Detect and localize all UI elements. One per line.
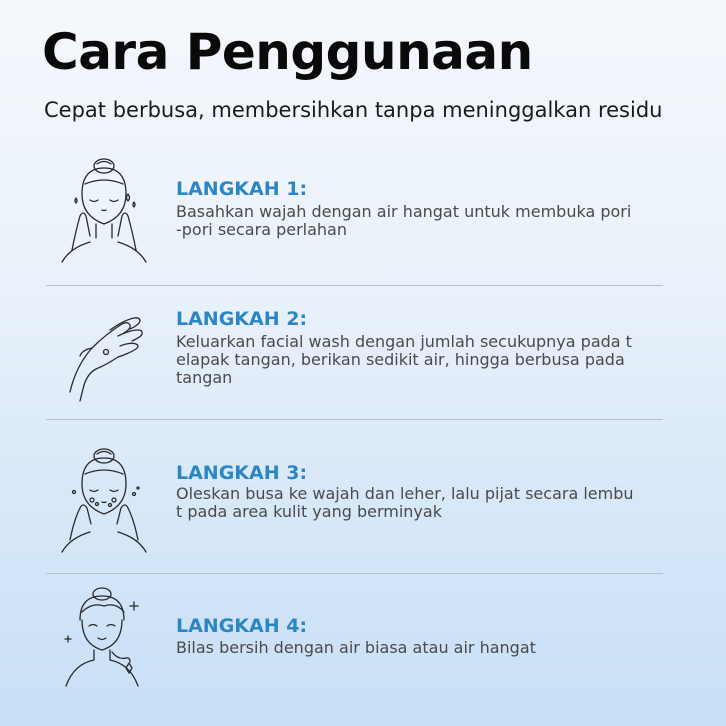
- open-palm-icon: [52, 300, 156, 412]
- step-3-description: Oleskan busa ke wajah dan leher, lalu pijat secara lembut pada area kulit yang berminyak: [176, 484, 634, 521]
- step-2-description: Keluarkan facial wash dengan jumlah secukupnya pada telapak tangan, berikan sedikit air, hingga berbusa pada tangan: [176, 332, 632, 387]
- step-4-label: LANGKAH 4:: [176, 615, 308, 637]
- step-4-description: Bilas bersih dengan air biasa atau air hangat: [176, 638, 536, 657]
- divider: [46, 419, 663, 420]
- page-title: Cara Penggunaan: [42, 23, 533, 81]
- face-clean-sparkle-icon: [52, 582, 156, 694]
- step-1-description: Basahkan wajah dengan air hangat untuk membuka pori-pori secara perlahan: [176, 202, 632, 239]
- face-massage-foam-icon: [52, 444, 156, 556]
- page-subtitle: Cepat berbusa, membersihkan tanpa meninggalkan residu: [44, 98, 663, 122]
- step-3-label: LANGKAH 3:: [176, 462, 308, 484]
- divider: [46, 573, 663, 574]
- face-splash-water-icon: [52, 154, 156, 266]
- divider: [46, 285, 663, 286]
- step-1-label: LANGKAH 1:: [176, 178, 308, 200]
- step-2-label: LANGKAH 2:: [176, 308, 308, 330]
